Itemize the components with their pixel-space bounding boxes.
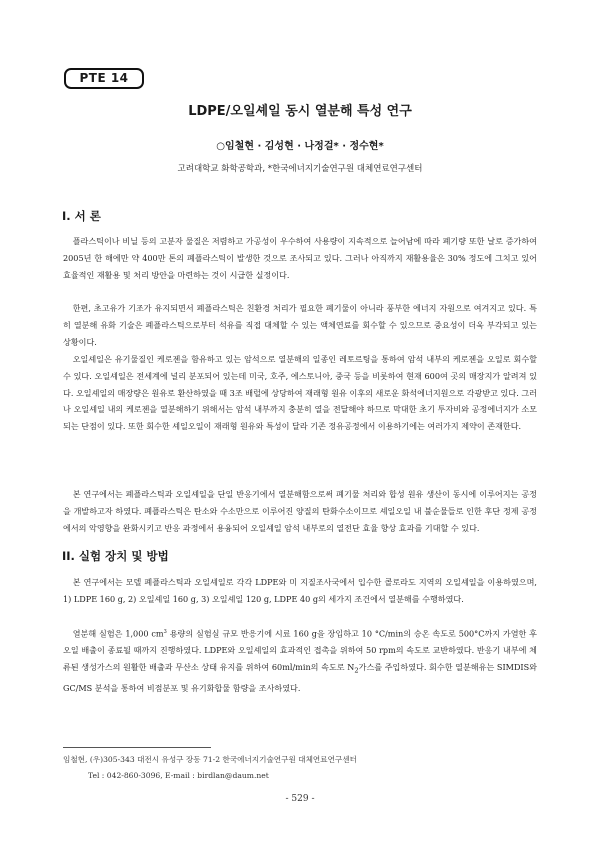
section-heading-introduction: I. 서 론: [62, 209, 101, 223]
footnote-address: 임철현, (우)305-343 대전시 유성구 장동 71-2 한국에너지기술연구원 대체연료연구센터: [63, 755, 357, 764]
intro-paragraph-4: 본 연구에서는 폐플라스틱과 오일셰일을 단일 반응기에서 열분해함으로써 폐기물 처리와 합성 원유 생산이 동시에 이루어지는 공정을 개발하고자 하였다. 폐플라스틱은 탄소와 수소만으로 이루어진 양질의 탄화수소이므로 셰일오일 내 불순물들로 인한 후단 정제 공정에서의 악영향을 완화시키고 반응 과정에서 용융되어 오일셰일 암석 내부로의 열전단 효율 향상 효과를 기대할 수 있다.: [63, 489, 537, 533]
intro-paragraph-3: 오일셰일은 유기물질인 케로젠을 함유하고 있는 암석으로 열분해의 일종인 레토르팅을 통하여 암석 내부의 케로젠을 오일로 회수할 수 있다. 오일셰일은 전세계에 널리 분포되어 있는데 미국, 호주, 에스토니아, 중국 등을 비롯하여 현재 600여 곳의 매장지가 알려져 있다. 오일셰일의 매장량은 원유로 환산하였을 때 3조 배럴에 상당하여 재래형 원유 이후의 새로운 화석에너지원으로 각광받고 있다. 그러나 오일셰일 내의 케로젠을 열분해하기 위해서는 암석 내부까지 충분히 열을 전달해야 하므로 막대한 초기 투자비와 공정에너지가 소모되는 단점이 있다. 또한 회수한 셰일오일이 재래형 원유와 특성이 달라 기존 정유공정에서 이용하기에는 여러가지 제약이 존재한다.: [63, 354, 537, 432]
intro-paragraph-2: 한편, 초고유가 기조가 유지되면서 폐플라스틱은 친환경 처리가 필요한 폐기물이 아니라 풍부한 에너지 자원으로 여겨지고 있다. 특히 열분해 유화 기술은 폐플라스틱으로부터 석유를 직접 대체할 수 있는 액체연료를 회수할 수 있으므로 중요성이 더욱 부각되고 있는 상황이다.: [63, 303, 537, 347]
affiliation: 고려대학교 화학공학과, *한국에너지기술연구원 대체연료연구센터: [177, 164, 423, 174]
methods-paragraph-1: 본 연구에서는 모델 폐플라스틱과 오일셰일로 각각 LDPE와 미 지질조사국에서 입수한 콜로라도 지역의 오일셰일을 이용하였으며, 1) LDPE 160 g, 2) 오일셰일 160 g, 3) 오일셰일 120 g, LDPE 40 g의 세가지 조건에서 열분해를 수행하였다.: [63, 577, 537, 604]
intro-paragraph-1: 플라스틱이나 비닐 등의 고분자 물질은 저렴하고 가공성이 우수하여 사용량이 지속적으로 늘어남에 따라 폐기량 또한 날로 증가하여 2005년 한 해에만 약 400만 톤의 폐플라스틱이 발생한 것으로 조사되고 있다. 그러나 아직까지 재활용율은 30% 정도에 그치고 있어 효율적인 재활용 및 처리 방안을 마련하는 것이 시급한 실정이다.: [63, 236, 537, 280]
footnote-divider: [63, 747, 211, 748]
section-heading-methods: II. 실험 장치 및 방법: [62, 549, 169, 563]
paper-code-badge: PTE 14: [64, 68, 144, 89]
paper-title: LDPE/오일셰일 동시 열분해 특성 연구: [188, 104, 412, 119]
methods-paragraph-2: 열분해 실험은 1,000 $cm^3$ 용량의 실험실 규모 반응기에 시료 160 g을 장입하고 10 °C/min의 승온 속도로 500°C까지 가열한 후 오일 배출이 종료될 때까지 진행하였다. LDPE와 오일셰일의 효과적인 접촉을 위하여 50 rpm의 속도로 교반하였다. 반응기 내부에 체류된 생성가스의 원활한 배출과 무산소 상태 유지를 위하여 60ml/min의 속도로 $N_2$가스를 주입하였다. 회수한 열분해유는 SIMDIS와 GC/MS 분석을 통하여 비점분포 및 유기화합물 함량을 조사하였다.: [63, 628, 537, 693]
author-list: ○임철현 · 김성현 · 나정걸* · 정수현*: [216, 141, 384, 152]
page-number: - 529 -: [285, 794, 315, 804]
footnote-contact: Tel : 042-860-3096, E-mail : birdlan@daum.net: [88, 771, 269, 780]
